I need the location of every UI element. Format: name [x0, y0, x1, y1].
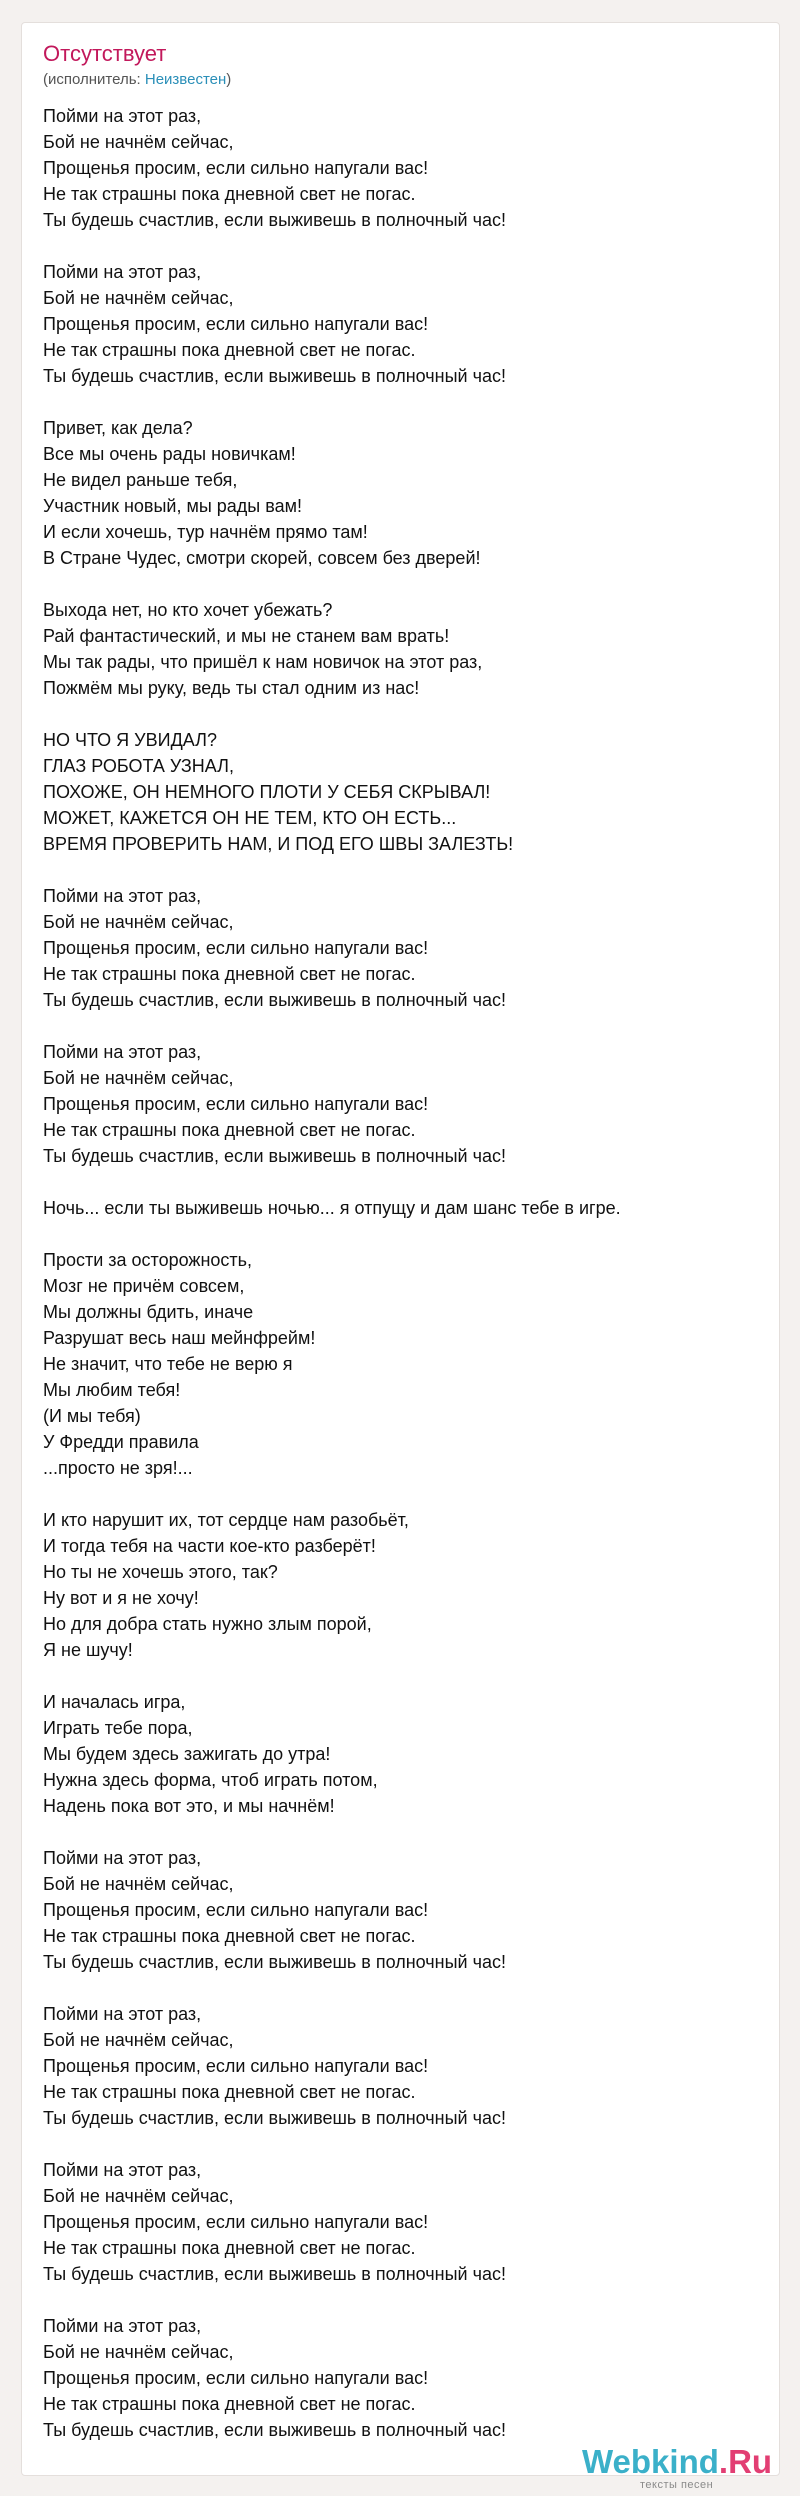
stanza-gap	[43, 2131, 763, 2157]
lyric-line: ГЛАЗ РОБОТА УЗНАЛ,	[43, 756, 234, 776]
lyric-line: Не так страшны пока дневной свет не погас.	[43, 2082, 416, 2102]
lyric-line: И тогда тебя на части кое-кто разберёт!	[43, 1536, 376, 1556]
lyric-line: Прощенья просим, если сильно напугали вас!	[43, 938, 429, 958]
lyric-line: Все мы очень рады новичкам!	[43, 444, 296, 464]
stanza-gap	[43, 1221, 763, 1247]
lyric-line: Не так страшны пока дневной свет не погас.	[43, 184, 416, 204]
lyric-line: Я не шучу!	[43, 1640, 133, 1660]
lyric-line: Ты будешь счастлив, если выживешь в полночный час!	[43, 2420, 506, 2440]
lyric-line: Нужна здесь форма, чтоб играть потом,	[43, 1770, 378, 1790]
stanza-gap	[43, 1481, 763, 1507]
stanza-gap	[43, 1975, 763, 2001]
lyric-line: Бой не начнём сейчас,	[43, 912, 234, 932]
lyric-line: Ты будешь счастлив, если выживешь в полночный час!	[43, 1146, 506, 1166]
lyric-line: Пойми на этот раз,	[43, 886, 202, 906]
lyric-line: НО ЧТО Я УВИДАЛ?	[43, 730, 217, 750]
lyric-line: Бой не начнём сейчас,	[43, 1874, 234, 1894]
site-logo[interactable]	[582, 2443, 782, 2489]
lyric-line: Прощенья просим, если сильно напугали вас!	[43, 2056, 429, 2076]
logo-tagline: тексты песен	[640, 2479, 714, 2491]
lyric-line: Ты будешь счастлив, если выживешь в полночный час!	[43, 1952, 506, 1972]
lyric-line: Ты будешь счастлив, если выживешь в полночный час!	[43, 210, 506, 230]
lyric-line: Не так страшны пока дневной свет не погас.	[43, 2394, 416, 2414]
stanza-gap	[43, 389, 763, 415]
logo-wordmark	[582, 2443, 772, 2481]
lyric-line: Ты будешь счастлив, если выживешь в полночный час!	[43, 366, 506, 386]
stanza-gap	[43, 233, 763, 259]
lyric-line: Прощенья просим, если сильно напугали вас!	[43, 1094, 429, 1114]
stanza-gap	[43, 857, 763, 883]
lyric-line: ВРЕМЯ ПРОВЕРИТЬ НАМ, И ПОД ЕГО ШВЫ ЗАЛЕЗТЬ!	[43, 834, 514, 854]
lyric-line: Не видел раньше тебя,	[43, 470, 238, 490]
lyric-line: (И мы тебя)	[43, 1406, 141, 1426]
lyric-line: Пойми на этот раз,	[43, 262, 202, 282]
lyric-line: Участник новый, мы рады вам!	[43, 496, 302, 516]
stanza-gap	[43, 2287, 763, 2313]
artist-link[interactable]: Неизвестен	[144, 71, 227, 88]
lyric-line: И началась игра,	[43, 1692, 186, 1712]
lyric-line: Не так страшны пока дневной свет не погас.	[43, 340, 416, 360]
lyric-line: Привет, как дела?	[43, 418, 193, 438]
stanza-gap	[43, 1169, 763, 1195]
lyric-line: ...просто не зря!...	[43, 1458, 193, 1478]
lyric-line: Надень пока вот это, и мы начнём!	[43, 1796, 335, 1816]
lyric-line: Разрушат весь наш мейнфрейм!	[43, 1328, 316, 1348]
lyric-line: Мы должны бдить, иначе	[43, 1302, 254, 1322]
logo-tld: .Ru	[718, 2443, 773, 2480]
lyric-line: Пойми на этот раз,	[43, 1848, 202, 1868]
lyric-line: Бой не начнём сейчас,	[43, 1068, 234, 1088]
stanza-gap	[43, 1013, 763, 1039]
lyric-line: МОЖЕТ, КАЖЕТСЯ ОН НЕ ТЕМ, КТО ОН ЕСТЬ...	[43, 808, 457, 828]
lyric-line: Мы так рады, что пришёл к нам новичок на этот раз,	[43, 652, 483, 672]
lyric-line: Пойми на этот раз,	[43, 106, 202, 126]
artist-line	[43, 71, 231, 89]
lyric-line: Не так страшны пока дневной свет не погас.	[43, 964, 416, 984]
lyric-line: Ночь... если ты выживешь ночью... я отпущу и дам шанс тебе в игре.	[43, 1198, 621, 1218]
lyric-line: Выхода нет, но кто хочет убежать?	[43, 600, 333, 620]
lyric-line: Бой не начнём сейчас,	[43, 2342, 234, 2362]
lyric-line: И кто нарушит их, тот сердце нам разобьёт,	[43, 1510, 409, 1530]
lyric-line: Но ты не хочешь этого, так?	[43, 1562, 278, 1582]
lyric-line: Мозг не причём совсем,	[43, 1276, 245, 1296]
lyric-line: Не значит, что тебе не верю я	[43, 1354, 293, 1374]
stanza-gap	[43, 1819, 763, 1845]
lyric-line: Бой не начнём сейчас,	[43, 2030, 234, 2050]
lyric-line: Мы любим тебя!	[43, 1380, 181, 1400]
logo-word: Webkind	[582, 2443, 719, 2480]
lyric-line: Пойми на этот раз,	[43, 2316, 202, 2336]
lyric-line: Не так страшны пока дневной свет не погас.	[43, 1120, 416, 1140]
lyric-line: Не так страшны пока дневной свет не погас.	[43, 2238, 416, 2258]
song-title: Отсутствует	[43, 41, 167, 66]
lyric-line: Не так страшны пока дневной свет не погас.	[43, 1926, 416, 1946]
lyric-line: Пойми на этот раз,	[43, 1042, 202, 1062]
lyric-line: Пойми на этот раз,	[43, 2160, 202, 2180]
stanza-gap	[43, 1663, 763, 1689]
lyric-line: Бой не начнём сейчас,	[43, 288, 234, 308]
lyric-line: Прощенья просим, если сильно напугали вас!	[43, 2368, 429, 2388]
lyrics-text	[43, 103, 763, 2443]
stanza-gap	[43, 701, 763, 727]
lyric-line: Но для добра стать нужно злым порой,	[43, 1614, 372, 1634]
lyric-line: В Стране Чудес, смотри скорей, совсем без дверей!	[43, 548, 481, 568]
lyric-line: Ты будешь счастлив, если выживешь в полночный час!	[43, 990, 506, 1010]
lyric-line: И если хочешь, тур начнём прямо там!	[43, 522, 368, 542]
lyric-line: Прощенья просим, если сильно напугали вас!	[43, 2212, 429, 2232]
lyric-line: Ты будешь счастлив, если выживешь в полночный час!	[43, 2108, 506, 2128]
lyric-line: Пожмём мы руку, ведь ты стал одним из нас!	[43, 678, 420, 698]
lyrics-card	[21, 22, 780, 2491]
lyric-line: Играть тебе пора,	[43, 1718, 193, 1738]
lyric-line: У Фредди правила	[43, 1432, 199, 1452]
stanza-gap	[43, 571, 763, 597]
lyric-line: Рай фантастический, и мы не станем вам врать!	[43, 626, 450, 646]
lyric-line: Бой не начнём сейчас,	[43, 2186, 234, 2206]
lyric-line: ПОХОЖЕ, ОН НЕМНОГО ПЛОТИ У СЕБЯ СКРЫВАЛ!	[43, 782, 491, 802]
lyric-line: Прощенья просим, если сильно напугали вас!	[43, 1900, 429, 1920]
lyric-line: Мы будем здесь зажигать до утра!	[43, 1744, 331, 1764]
lyric-line: Пойми на этот раз,	[43, 2004, 202, 2024]
lyric-line: Ты будешь счастлив, если выживешь в полночный час!	[43, 2264, 506, 2284]
artist-prefix: (исполнитель:	[43, 71, 145, 88]
lyric-line: Прости за осторожность,	[43, 1250, 253, 1270]
lyric-line: Ну вот и я не хочу!	[43, 1588, 199, 1608]
lyric-line: Прощенья просим, если сильно напугали вас!	[43, 158, 429, 178]
artist-suffix: )	[226, 71, 232, 88]
lyric-line: Прощенья просим, если сильно напугали вас!	[43, 314, 429, 334]
lyric-line: Бой не начнём сейчас,	[43, 132, 234, 152]
